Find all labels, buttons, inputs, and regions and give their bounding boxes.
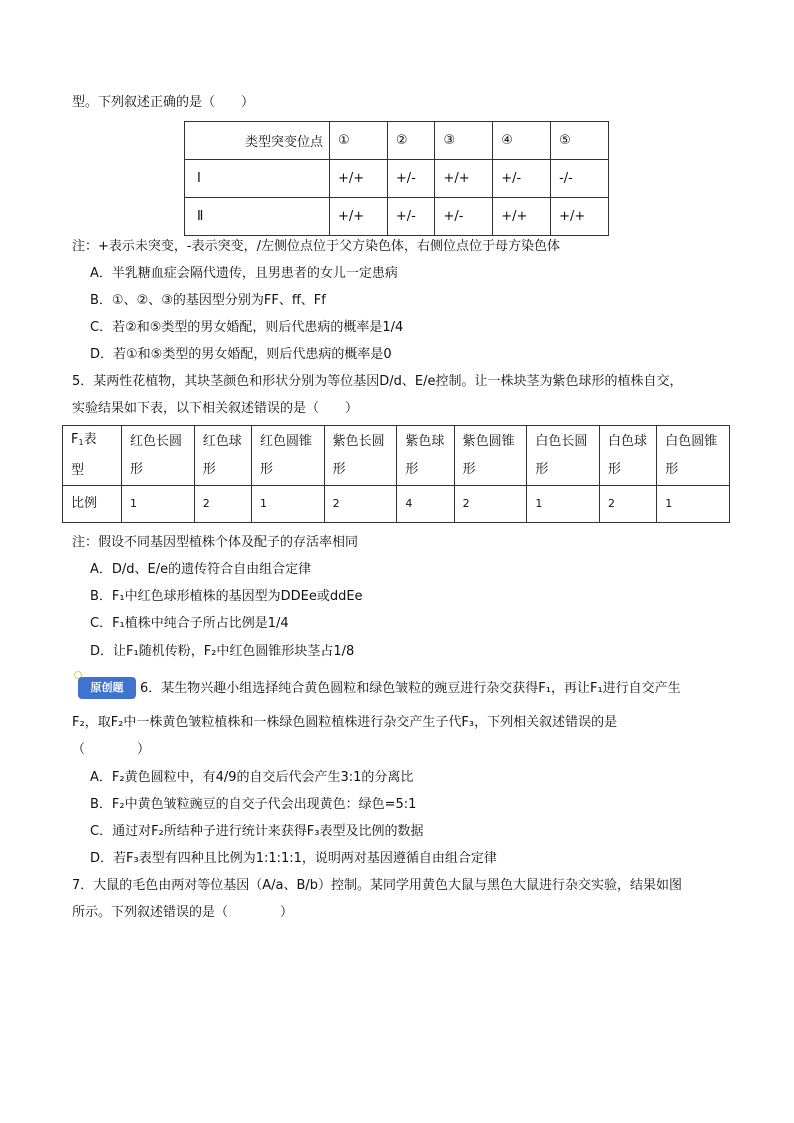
q5-stem-line1: 5．某两性花植物，其块茎颜色和形状分别为等位基因D/d、E/e控制。让一株块茎为紫色球形的植株自交， xyxy=(72,374,683,389)
q6-option-a: A．F₂黄色圆粒中，有4/9的自交后代会产生3:1的分离比 xyxy=(90,770,414,785)
q5-option-a: A．D/d、E/e的遗传符合自由组合定律 xyxy=(90,562,312,577)
header-cell: ⑤ xyxy=(551,122,609,160)
phenotype-text: 形 xyxy=(608,461,622,477)
table-cell: +/+ xyxy=(330,198,388,236)
table-cell: +/+ xyxy=(493,198,551,236)
ratio-cell: 1 xyxy=(527,486,600,523)
table-row xyxy=(63,486,730,523)
header-label xyxy=(63,426,122,486)
header-label-c: 型 xyxy=(71,463,85,478)
phenotype-ratio-table xyxy=(62,425,730,523)
phenotype-text: 紫色长圆 xyxy=(332,433,385,449)
q4-option-a: A．半乳糖血症会隔代遗传，且男患者的女儿一定患病 xyxy=(90,266,398,281)
table-cell: +/- xyxy=(435,198,493,236)
phenotype-text: 形 xyxy=(130,461,144,477)
phenotype-text: 形 xyxy=(259,461,273,477)
header-label-f: F xyxy=(71,432,79,447)
ratio-cell: 4 xyxy=(397,486,454,523)
phenotype-text: 红色球 xyxy=(202,433,242,449)
q5-stem-line2: 实验结果如下表，以下相关叙述错误的是（ ） xyxy=(72,401,359,416)
q4-stem-tail: 型。下列叙述正确的是（ ） xyxy=(72,95,255,110)
original-question-badge: 原创题 xyxy=(78,677,136,699)
q5-option-b: B．F₁中红色球形植株的基因型为DDEe或ddEe xyxy=(90,589,363,604)
q5-option-d: D．让F₁随机传粉，F₂中红色圆锥形块茎占1/8 xyxy=(90,644,355,659)
phenotype-text: 形 xyxy=(202,461,216,477)
q4-option-d: D．若①和⑤类型的男女婚配，则后代患病的概率是0 xyxy=(90,347,392,362)
table-header-row xyxy=(63,426,730,486)
row-label: Ⅱ xyxy=(185,198,330,236)
ratio-cell: 1 xyxy=(657,486,730,523)
phenotype-text: 紫色球 xyxy=(405,433,445,449)
phenotype-text: 形 xyxy=(665,461,679,477)
phenotype-cell xyxy=(251,426,324,486)
table-cell: +/- xyxy=(387,198,435,236)
phenotype-text: 红色圆锥 xyxy=(259,433,312,449)
phenotype-cell xyxy=(527,426,600,486)
phenotype-text: 形 xyxy=(535,461,549,477)
q5-note: 注：假设不同基因型植株个体及配子的存活率相同 xyxy=(72,535,359,550)
ratio-cell: 2 xyxy=(454,486,527,523)
table-cell: +/- xyxy=(387,160,435,198)
table-cell: +/+ xyxy=(330,160,388,198)
phenotype-text: 形 xyxy=(462,461,476,477)
mutation-table xyxy=(184,121,609,236)
q4-note: 注：+表示未突变，-表示突变，/左侧位点位于父方染色体，右侧位点位于母方染色体 xyxy=(72,239,560,254)
ratio-cell: 2 xyxy=(324,486,397,523)
header-cell: ② xyxy=(387,122,435,160)
ratio-cell: 2 xyxy=(194,486,251,523)
header-cell: ① xyxy=(330,122,388,160)
table-row xyxy=(185,198,609,236)
table-cell: -/- xyxy=(551,160,609,198)
phenotype-text: 紫色圆锥 xyxy=(462,433,515,449)
phenotype-cell xyxy=(324,426,397,486)
table-row xyxy=(185,160,609,198)
header-cell: ④ xyxy=(493,122,551,160)
q6-stem-line2: F₂，取F₂中一株黄色皱粒植株和一株绿色圆粒植株进行杂交产生子代F₃，下列相关叙述错误的是 xyxy=(72,715,618,730)
table-cell: +/+ xyxy=(551,198,609,236)
row-label: Ⅰ xyxy=(185,160,330,198)
phenotype-cell xyxy=(600,426,657,486)
header-label-sub: 1 xyxy=(78,438,84,447)
table-header-row xyxy=(185,122,609,160)
q4-option-b: B．①、②、③的基因型分别为FF、ff、Ff xyxy=(90,293,326,308)
ratio-label: 比例 xyxy=(63,486,122,523)
phenotype-text: 白色长圆 xyxy=(535,433,588,449)
header-cell: 类型突变位点 xyxy=(185,122,330,160)
table-cell: +/- xyxy=(493,160,551,198)
header-cell: ③ xyxy=(435,122,493,160)
q6-stem-line1: 6．某生物兴趣小组选择纯合黄色圆粒和绿色皱粒的豌豆进行杂交获得F₁，再让F₁进行自交产生 xyxy=(140,681,681,696)
q7-stem-line2: 所示。下列叙述错误的是（ ） xyxy=(72,905,294,920)
ratio-cell: 1 xyxy=(122,486,195,523)
q6-option-b: B．F₂中黄色皱粒豌豆的自交子代会出现黄色：绿色=5:1 xyxy=(90,797,417,812)
table-cell: +/+ xyxy=(435,160,493,198)
ratio-cell: 2 xyxy=(600,486,657,523)
q6-option-d: D．若F₃表型有四种且比例为1:1:1:1，说明两对基因遵循自由组合定律 xyxy=(90,851,497,866)
q4-option-c: C．若②和⑤类型的男女婚配，则后代患病的概率是1/4 xyxy=(90,320,404,335)
phenotype-cell xyxy=(122,426,195,486)
phenotype-text: 形 xyxy=(332,461,346,477)
phenotype-text: 白色球 xyxy=(608,433,648,449)
phenotype-text: 形 xyxy=(405,461,419,477)
phenotype-cell xyxy=(397,426,454,486)
phenotype-cell xyxy=(194,426,251,486)
q6-stem-line3: （ ） xyxy=(72,742,151,757)
phenotype-text: 红色长圆 xyxy=(130,433,183,449)
phenotype-cell xyxy=(454,426,527,486)
header-label-b: 表 xyxy=(83,432,97,447)
q7-stem-line1: 7．大鼠的毛色由两对等位基因（A/a、B/b）控制。某同学用黄色大鼠与黑色大鼠进行杂交实验，结果如图 xyxy=(72,878,683,893)
q5-option-c: C．F₁植株中纯合子所占比例是1/4 xyxy=(90,616,289,631)
q6-option-c: C．通过对F₂所结种子进行统计来获得F₃表型及比例的数据 xyxy=(90,824,424,839)
phenotype-cell xyxy=(657,426,730,486)
phenotype-text: 白色圆锥 xyxy=(665,433,718,449)
ratio-cell: 1 xyxy=(251,486,324,523)
